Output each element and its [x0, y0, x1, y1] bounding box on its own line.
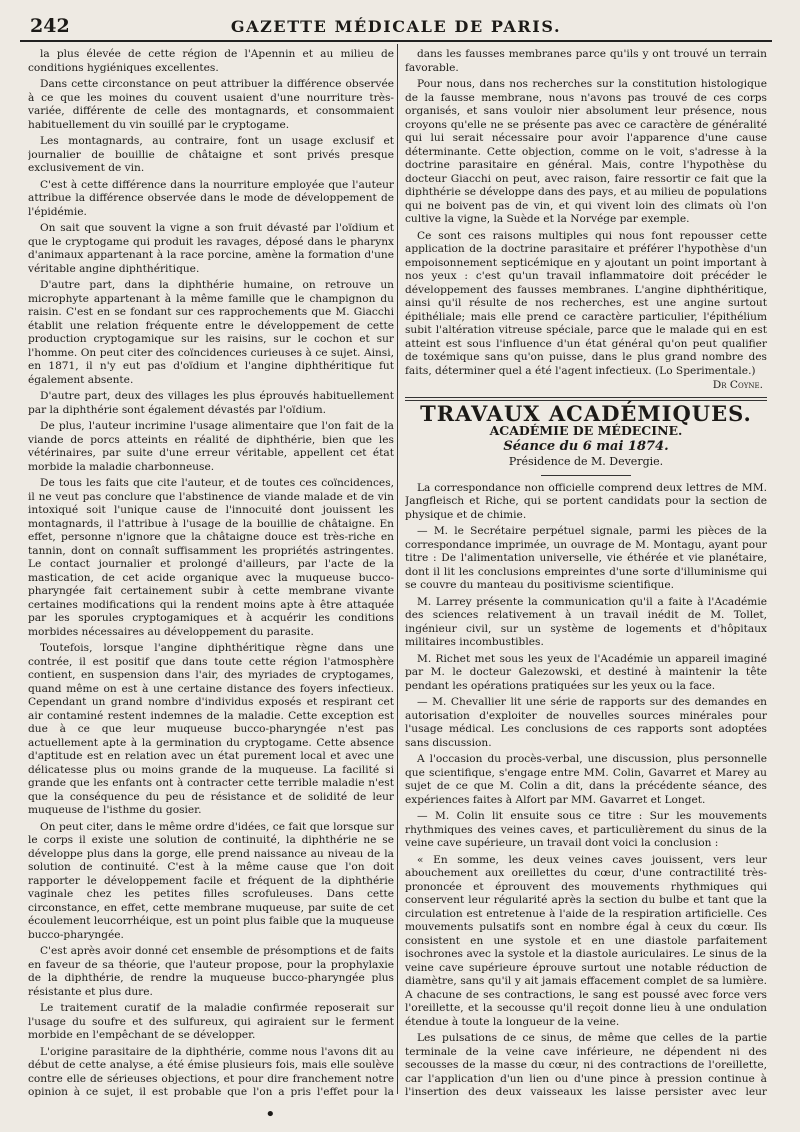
footer-bullet: • [265, 1104, 276, 1125]
paragraph: dans les fausses membranes parce qu'ils y ont trouvé un terrain favorable. [405, 48, 767, 74]
paragraph: On peut citer, dans le même ordre d'idées, ce fait que lorsque sur le corps il existe une solution de continuité, la diphthérie ne se développe plus dans la gorge, elle prend naissance au niveau de la solution de continuité. C'est à la même cause que l'on doit rapporter le développement facile et fréquent de la diphthérie vaginale chez les petites filles scrofuleuses. Dans cette circonstance, en effet, cette membrane muqueuse, par suite de cet écoulement leucorrhéique, est un point plus faible que la muqueuse bucco-pharyngée. [28, 820, 394, 941]
paragraph: C'est à cette différence dans la nourriture employée que l'auteur attribue la différence observée dans le mode de développement de l'épidémie. [28, 178, 394, 218]
paragraph: De plus, l'auteur incrimine l'usage alimentaire que l'on fait de la viande de porcs atteints en réalité de diphthérie, bien que les vétérinaires, par suite d'une erreur véritable, appellent cet état morbide la maladie charbonneuse. [28, 420, 394, 473]
paragraph: — M. Chevallier lit une série de rapports sur des demandes en autorisation d'exploiter de nouvelles sources minérales pour l'usage médical. Les conclusions de ces rapports sont adoptées sans discussion. [405, 696, 767, 749]
section-separator [405, 397, 767, 401]
paragraph: Ce sont ces raisons multiples qui nous font repousser cette application de la doctrine parasitaire et préférer l'hypothèse d'un empoisonnement septicémique en y ajoutant un point important à nos yeux : c'est qu'un travail inflammatoire doit précéder le développement des fausses membranes. L'angine diphthéritique, ainsi qu'il résulte de nos recherches, est une angine surtout épithéliale; mais elle prend ce caractère particulier, l'épithélium subit l'altération vitreuse spéciale, parce que le malade qui en est atteint est sous l'influence d'un état général qu'on peut qualifier de toxémique sans qu'on puisse, dans le plus grand nombre des faits, déterminer quel a été l'agent infectieux. (Lo Sperimentale.) [405, 229, 767, 377]
academy-heading: ACADÉMIE DE MÉDECINE. [489, 423, 683, 438]
paragraph: Dans cette circonstance on peut attribuer la différence observée à ce que les moines du couvent usaient d'une nourriture très-variée, différente de celle des montagnards, et consommaient habituellement du vin souillé par le cryptogame. [28, 78, 394, 131]
paragraph: D'autre part, dans la diphthérie humaine, on retrouve un microphyte appartenant à la même famille que le champignon du raisin. C'est en se fondant sur ces rapprochements que M. Giacchi établit une relation fréquente entre le développement de cette production cryptogamique sur les raisins, sur le cochon et sur l'homme. On peut citer des coïncidences curieuses à ce sujet. Ainsi, en 1871, il n'y eut pas d'oïdium et l'angine diphthéritique fut également absente. [28, 279, 394, 386]
column-divider [397, 44, 398, 1094]
paragraph: « En somme, les deux veines caves jouissent, vers leur abouchement aux oreillettes du cœur, d'une contractilité très-prononcée et éprouvent des mouvements rhythmiques qui conservent leur régularité après la section du bulbe et tant que la circulation est entretenue à l'aide de la respiration artificielle. Ces mouvements pulsatifs sont en nombre égal à ceux du cœur. Ils consistent en une systole et en une diastole parfaitement isochrones avec la systole et la diastole auriculaires. Le sinus de la veine cave supérieure éprouve surtout une notable réduction de diamètre, sans qu'il y ait jamais effacement complet de sa lumière. A chacune de ses contractions, le sang est poussé avec force vers l'oreillette, et la secousse qu'il reçoit donne lieu à une ondulation étendue à toute la longueur de la veine. [405, 853, 767, 1028]
paragraph: — M. Colin lit ensuite sous ce titre : Sur les mouvements rhythmiques des veines caves, et particulièrement du sinus de la veine cave supérieure, un travail dont voici la conclusion : [405, 810, 767, 849]
paragraph: L'origine parasitaire de la diphthérie, comme nous l'avons dit au début de cette analyse, a été émise plusieurs fois, mais elle soulève contre elle de sérieuses objections, et pour dire franchement notre opinion à ce sujet, il est probable que l'on a pris l'effet pour la [28, 1045, 394, 1098]
paragraph: M. Richet met sous les yeux de l'Académie un appareil imaginé par M. le docteur Galezowski, et destiné à maintenir la tête pendant les opérations pratiquées sur les yeux ou la face. [405, 652, 767, 692]
paragraph: Pour nous, dans nos recherches sur la constitution histologique de la fausse membrane, nous n'avons pas trouvé de ces corps organisés, et sans vouloir nier absolument leur présence, nous croyons qu'elle ne se présente pas avec ce caractère de généralité qui lui serait nécessaire pour avoir l'apparence d'une cause déterminante. Cette objection, comme on le voit, s'adresse à la doctrine parasitaire en général. Mais, contre l'hypothèse du docteur Giacchi on peut, avec raison, faire ressortir ce fait que la diphthérie se développe dans des pays, et au milieu de populations qui ne boivent pas de vin, et qui vivent loin des climats où l'on cultive la vigne, la Suède et la Norvége par exemple. [405, 78, 767, 225]
paragraph: Les pulsations de ce sinus, de même que celles de la partie terminale de la veine cave inférieure, ne dépendent ni des secousses de la masse du cœur, ni des contractions de l'oreillette, car l'application d'un lien ou d'une pince à pression continue à l'insertion des deux vaisseaux les laisse persister avec leur [405, 1032, 767, 1098]
paragraph: On sait que souvent la vigne a son fruit dévasté par l'oïdium et que le cryptogame qui produit les ravages, déposé dans le pharynx d'animaux appartenant à la race porcine, amène la formation d'une véritable angine diphthéritique. [28, 222, 394, 275]
paragraph: C'est après avoir donné cet ensemble de présomptions et de faits en faveur de sa théorie, que l'auteur propose, pour la prophylaxie de la diphthérie, de rendre la muqueuse bucco-pharyngée plus résistante et plus dure. [28, 945, 394, 998]
masthead: GAZETTE MÉDICALE DE PARIS. [230, 17, 562, 36]
paragraph: La correspondance non officielle comprend deux lettres de MM. Jangfleisch et Riche, qui se portent candidats pour la section de physique et de chimie. [405, 481, 767, 521]
page-header [20, 14, 772, 42]
left-column [28, 48, 394, 1098]
paragraph: la plus élevée de cette région de l'Apennin et au milieu de conditions hygiéniques excellentes. [28, 48, 394, 74]
session-heading: Séance du 6 mai 1874. [503, 438, 669, 454]
paragraph: Toutefois, lorsque l'angine diphthéritique règne dans une contrée, il est positif que dans toute cette région l'atmosphère contient, en suspension dans l'air, des myriades de cryptogames, quand même on est à une certaine distance des foyers infectieux. Cependant un grand nombre d'individus exposés et respirant cet air contaminé restent indemnes de la maladie. Cette exception est due à ce que leur muqueuse bucco-pharyngée n'est pas actuellement apte à la germination du cryptogame. Cette absence d'aptitude est en relation avec un état purement local et avec une délicatesse plus ou moins grande de la muqueuse. La facilité si grande que les enfants ont à contracter cette terrible maladie n'est que la conséquence du peu de résistance et de solidité de leur muqueuse de l'isthme du gosier. [28, 642, 394, 816]
presidency-line: Présidence de M. Devergie. [508, 455, 664, 468]
paragraph: De tous les faits que cite l'auteur, et de toutes ces coïncidences, il ne veut pas conclure que l'abstinence de viande malade et de vin intoxiqué soit l'unique cause de l'innocuité dont jouissent les montagnards, il l'attribue à l'usage de la bouillie de châtaigne. En effet, personne n'ignore que la châtaigne douce est très-riche en tannin, dont on connaît suffisamment les propriétés astringentes. Le contact journalier et prolongé d'ailleurs, par l'acte de la mastication, de cet acide organique avec la muqueuse bucco-pharyngée fait certainement subir à cette membrane vivante certaines modifications qui la rendent moins apte à être attaquée par les sporules cryptogamiques et à acquérir les conditions morbides nécessaires au développement du parasite. [28, 477, 394, 638]
paragraph: D'autre part, deux des villages les plus éprouvés habituellement par la diphthérie sont également dévastés par l'oïdium. [28, 390, 394, 416]
paragraph: A l'occasion du procès-verbal, une discussion, plus personnelle que scientifique, s'engage entre MM. Colin, Gavarret et Marey au sujet de ce que M. Colin a dit, dans la précédente séance, des expériences faites à Alfort par MM. Gavarret et Longet. [405, 753, 767, 806]
right-column [405, 48, 767, 1098]
paragraph: M. Larrey présente la communication qu'il a faite à l'Académie des sciences relativement à un travail inédit de M. Tollet, ingénieur civil, sur un système de logements et d'hôpitaux militaires incombustibles. [405, 595, 767, 648]
section-title: TRAVAUX ACADÉMIQUES. [420, 400, 752, 426]
paragraph: Le traitement curatif de la maladie confirmée reposerait sur l'usage du soufre et des sulfureux, qui agiraient sur le ferment morbide en l'empêchant de se développer. [28, 1002, 394, 1041]
paragraph: Les montagnards, au contraire, font un usage exclusif et journalier de bouillie de châtaigne et sont privés presque exclusivement de vin. [28, 135, 394, 174]
paragraph: — M. le Secrétaire perpétuel signale, parmi les pièces de la correspondance imprimée, un ouvrage de M. Montagu, ayant pour titre : De l'alimentation universelle, vie éthérée et vie planétaire, dont il lit les conclusions empreintes d'une sorte d'illuminisme qui se couvre du manteau du positivisme scientifique. [405, 525, 767, 591]
short-rule [541, 475, 631, 476]
page-number: 242 [30, 15, 70, 37]
author-signature: Dr Coyne. [712, 379, 763, 391]
